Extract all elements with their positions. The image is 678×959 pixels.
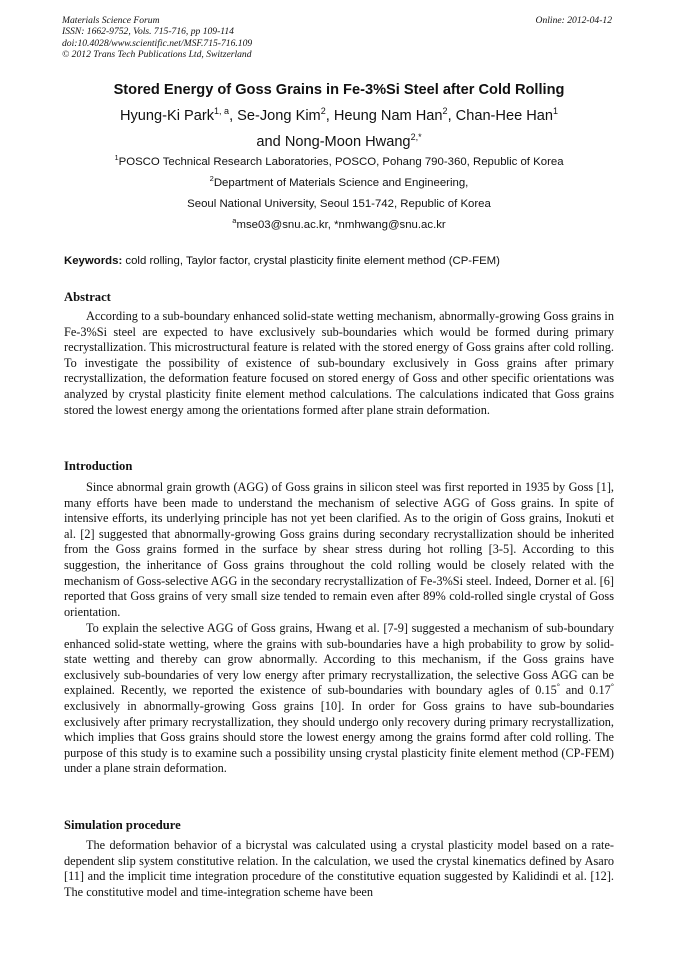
issn-line: ISSN: 1662-9752, Vols. 715-716, pp 109-114 xyxy=(62,26,234,38)
keywords xyxy=(64,255,624,267)
degree-symbol: ° xyxy=(610,682,614,692)
author-affil-mark: 2 xyxy=(442,106,448,117)
affil-mark: 2 xyxy=(209,174,214,184)
author-list xyxy=(50,103,628,155)
author-line-2 xyxy=(50,129,628,155)
affil-mark: 1 xyxy=(114,153,119,163)
keywords-label: Keywords: xyxy=(64,255,123,267)
paper-title: Stored Energy of Goss Grains in Fe-3%Si Steel after Cold Rolling xyxy=(113,82,565,98)
simulation-paragraph-1: The deformation behavior of a bicrystal was calculated using a crystal plasticity model based on a rate-dependent slip system constitutive relation. In the calculation, we used the crystal kinematics defined by Asaro [11] and the implicit time integration procedure of the constitutive equation suggested by Kalidindi et al. [12]. The constitutive model and time-integration scheme have been xyxy=(64,838,614,899)
affil-text: POSCO Technical Research Laboratories, POSCO, Pohang 790-360, Republic of Korea xyxy=(118,156,564,168)
intro-p2-part-a: To explain the selective AGG of Goss grains, Hwang et al. [7-9] suggested a mechanism of sub-boundary enhanced solid-state wetting, where the grains with sub-boundaries have a high probability to grow by solid-state wetting and thereby can grow abnormally. According to this mechanism, if the Goss grains have exclusively sub-boundaries of very low energy after primary recrystallization, the selective Goss AGG can be explained. Recently, we reported the existence of sub-boundaries with boundary agles of 0.15 xyxy=(64,621,614,698)
email-line xyxy=(40,216,638,231)
affiliation-2-address: Seoul National University, Seoul 151-742, Republic of Korea xyxy=(187,198,491,210)
introduction-paragraph-2 xyxy=(64,621,614,777)
author-name: Chan-Hee Han xyxy=(455,108,554,124)
intro-p2-part-c: exclusively in abnormally-growing Goss grains [10]. In order for Goss grains to have sub-boundaries exclusively after primary recrystallization, they should undergo only recovery during primary recrystallization, which implies that Goss grains should store the lowest energy among the grains formd after cold rolling. The purpose of this study is to examine such a possibility unsing crystal plasticity finite element method (CP-FEM) under a plane strain deformation. xyxy=(64,698,614,776)
simulation-heading: Simulation procedure xyxy=(64,818,181,832)
intro-p2-part-b: and 0.17 xyxy=(559,683,611,698)
author-name: Se-Jong Kim xyxy=(237,108,321,124)
author-name: Nong-Moon Hwang xyxy=(284,134,411,150)
affil-text: Department of Materials Science and Engineering, xyxy=(213,177,469,189)
copyright-line: © 2012 Trans Tech Publications Ltd, Switzerland xyxy=(62,49,252,61)
author-separator: , xyxy=(325,108,334,124)
author-separator: , xyxy=(229,108,238,124)
introduction-heading: Introduction xyxy=(64,459,133,473)
author-name: Hyung-Ki Park xyxy=(119,108,215,124)
keywords-text: cold rolling, Taylor factor, crystal plasticity finite element method (CP-FEM) xyxy=(122,255,500,267)
email-text: mse03@snu.ac.kr, *nmhwang@snu.ac.kr xyxy=(236,219,446,231)
journal-meta xyxy=(62,15,252,61)
author-affil-mark: 1 xyxy=(553,106,559,117)
doi-line: doi:10.4028/www.scientific.net/MSF.715-716.109 xyxy=(62,37,253,49)
author-conjunction: and xyxy=(256,134,285,150)
affiliation-1 xyxy=(40,153,638,168)
journal-name: Materials Science Forum xyxy=(62,15,160,26)
degree-symbol: ° xyxy=(556,682,560,692)
author-separator: , xyxy=(447,108,456,124)
abstract-text: According to a sub-boundary enhanced solid-state wetting mechanism, abnormally-growing Goss grains in Fe-3%Si steel are expected to have exclusively sub-boundaries which would be formed during primary recrystallization. This microstructural feature is related with the stored energy of Goss grains after cold rolling. To investigate the possibility of existence of sub-boundary exclusively in Goss grains after primary recrystallization, the deformation feature focused on stored energy of Goss and other specific orientations was analyzed by crystal plasticity finite element method calculations. The calculations indicated that Goss grains stored the lowest energy among the orientations formed after plane strain deformation. xyxy=(64,309,614,417)
author-line-1 xyxy=(50,103,628,129)
author-affil-mark: 2,* xyxy=(410,132,422,143)
introduction-paragraph-1: Since abnormal grain growth (AGG) of Goss grains in silicon steel was first reported in 1935 by Goss [1], many efforts have been made to understand the mechanism of selective AGG of Goss grains. In spite of intensive efforts, its underlying principle has not yet been clarified. As to the origin of Goss grains, Inokuti et al. [2] suggested that abnormally-growing Goss grains during secondary recrystallization should be inherited from the Goss grains formed in the surface by shear stress during hot rolling [3-5]. According to this suggestion, the inheritance of Goss grains throughout the cold rolling would be closely related with the mechanism of Goss-selective AGG in the secondary recrystallization of Fe-3%Si steel. Indeed, Dorner et al. [6] reported that Goss grains of very small size tended to remain even after 89% cold-rolled single crystal of Goss orientation. xyxy=(64,480,614,619)
author-affil-mark: 2 xyxy=(320,106,326,117)
author-name: Heung Nam Han xyxy=(333,108,443,124)
author-affil-mark: 1, a xyxy=(214,106,230,117)
abstract-heading: Abstract xyxy=(64,290,111,304)
online-date: Online: 2012-04-12 xyxy=(535,15,612,26)
email-mark: a xyxy=(232,216,237,226)
affiliation-2 xyxy=(40,174,638,189)
